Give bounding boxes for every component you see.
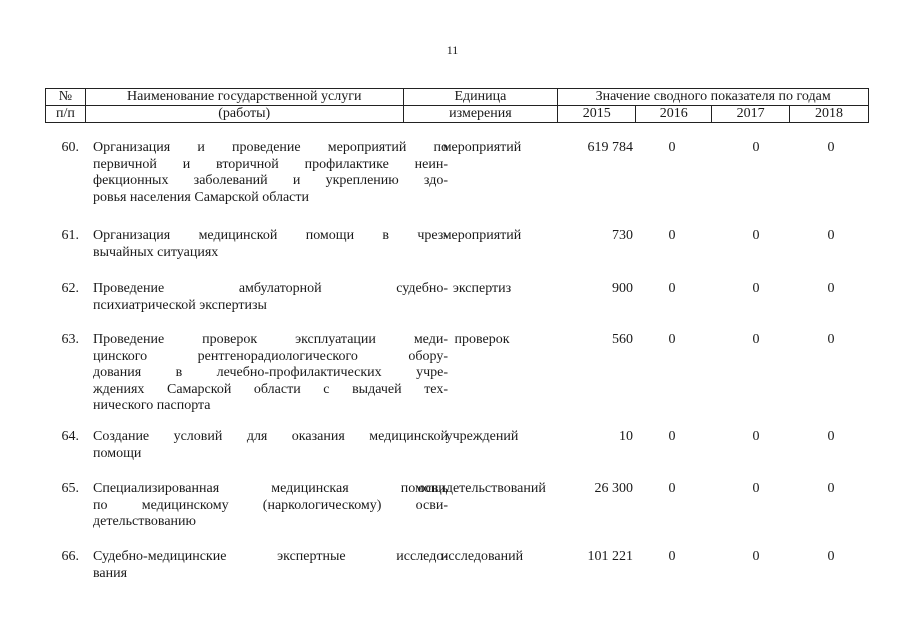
service-name xyxy=(93,228,448,261)
value-2018: 0 xyxy=(827,481,835,496)
row-number: 61. xyxy=(61,228,79,243)
value-2015: 900 xyxy=(612,281,633,296)
service-name-line: детельствованию xyxy=(93,514,196,529)
value-2015: 26 300 xyxy=(594,481,633,496)
row-number: 66. xyxy=(61,549,79,564)
service-name-line: дования в лечебно-профилактических учре- xyxy=(93,365,448,380)
header-year-2016: 2016 xyxy=(636,106,712,123)
service-name-line: первичной и вторичной профилактике неин- xyxy=(93,156,448,172)
value-2016: 0 xyxy=(668,481,676,496)
value-2017: 0 xyxy=(752,228,760,243)
value-2016: 0 xyxy=(668,281,676,296)
value-2016: 0 xyxy=(668,429,676,444)
value-2016: 0 xyxy=(668,549,676,564)
value-2016: 0 xyxy=(668,140,676,155)
value-2017: 0 xyxy=(752,549,760,564)
value-2018: 0 xyxy=(827,140,835,155)
service-name-line: психиатрической экспертизы xyxy=(93,297,267,313)
header-year-2018: 2018 xyxy=(790,106,869,123)
header-unit-bottom: измерения xyxy=(403,106,558,123)
service-name xyxy=(93,549,448,582)
service-name-line: нического паспорта xyxy=(93,398,211,413)
service-name-line: по медицинскому (наркологическому) осви- xyxy=(93,497,448,513)
page-number: 11 xyxy=(446,43,459,57)
service-name-line: Организация медицинской помощи в чрез- xyxy=(93,228,448,243)
unit: мероприятий xyxy=(442,140,522,155)
service-name-line: Проведение амбулаторной судебно- xyxy=(93,281,448,296)
header-unit-top: Единица xyxy=(403,89,558,106)
value-2015: 619 784 xyxy=(587,140,633,155)
value-2017: 0 xyxy=(752,140,760,155)
value-2017: 0 xyxy=(752,332,760,347)
header-num-bottom: п/п xyxy=(46,106,86,123)
value-2018: 0 xyxy=(827,549,835,564)
unit: проверок xyxy=(454,332,510,347)
service-name-line: фекционных заболеваний и укреплению здо- xyxy=(93,173,448,188)
row-number: 62. xyxy=(61,281,79,296)
value-2017: 0 xyxy=(752,481,760,496)
value-2015: 101 221 xyxy=(587,549,633,564)
service-name-line: цинского рентгенорадиологического обору- xyxy=(93,348,448,364)
value-2017: 0 xyxy=(752,429,760,444)
service-name-line: Судебно-медицинские экспертные исследо- xyxy=(93,549,448,564)
service-name-line: ждениях Самарской области с выдачей тех- xyxy=(93,381,448,397)
table-header xyxy=(45,88,869,123)
row-number: 63. xyxy=(61,332,79,347)
service-name-line: Специализированная медицинская помощь xyxy=(93,481,448,496)
service-name-line: вания xyxy=(93,565,128,581)
value-2018: 0 xyxy=(827,281,835,296)
service-name-line: Проведение проверок эксплуатации меди- xyxy=(93,332,448,347)
value-2015: 10 xyxy=(619,429,633,444)
header-values-title: Значение сводного показателя по годам xyxy=(558,89,869,106)
unit: исследований xyxy=(440,549,524,564)
header-year-2015: 2015 xyxy=(558,106,636,123)
service-name xyxy=(93,140,448,206)
row-number: 65. xyxy=(61,481,79,496)
value-2018: 0 xyxy=(827,228,835,243)
header-name-bottom: (работы) xyxy=(85,106,403,123)
value-2015: 730 xyxy=(612,228,633,243)
header-num-top: № xyxy=(46,89,86,106)
header-year-2017: 2017 xyxy=(712,106,790,123)
service-name xyxy=(93,281,448,314)
unit: учреждений xyxy=(445,429,519,444)
service-name-line: помощи xyxy=(93,445,142,461)
unit: мероприятий xyxy=(442,228,522,243)
value-2016: 0 xyxy=(668,228,676,243)
service-name xyxy=(93,481,448,531)
row-number: 60. xyxy=(61,140,79,155)
unit: экспертиз xyxy=(452,281,512,296)
header-name-top: Наименование государственной услуги xyxy=(85,89,403,106)
value-2016: 0 xyxy=(668,332,676,347)
service-name xyxy=(93,332,448,415)
service-name-line: ровья населения Самарской области xyxy=(93,189,309,205)
service-name-line: Создание условий для оказания медицинской xyxy=(93,429,448,444)
service-name xyxy=(93,429,448,462)
service-name-line: вычайных ситуациях xyxy=(93,244,219,260)
value-2018: 0 xyxy=(827,332,835,347)
row-number: 64. xyxy=(61,429,79,444)
value-2015: 560 xyxy=(612,332,633,347)
service-name-line: Организация и проведение мероприятий по xyxy=(93,140,448,155)
unit: освидетельствований xyxy=(418,481,546,496)
value-2017: 0 xyxy=(752,281,760,296)
value-2018: 0 xyxy=(827,429,835,444)
